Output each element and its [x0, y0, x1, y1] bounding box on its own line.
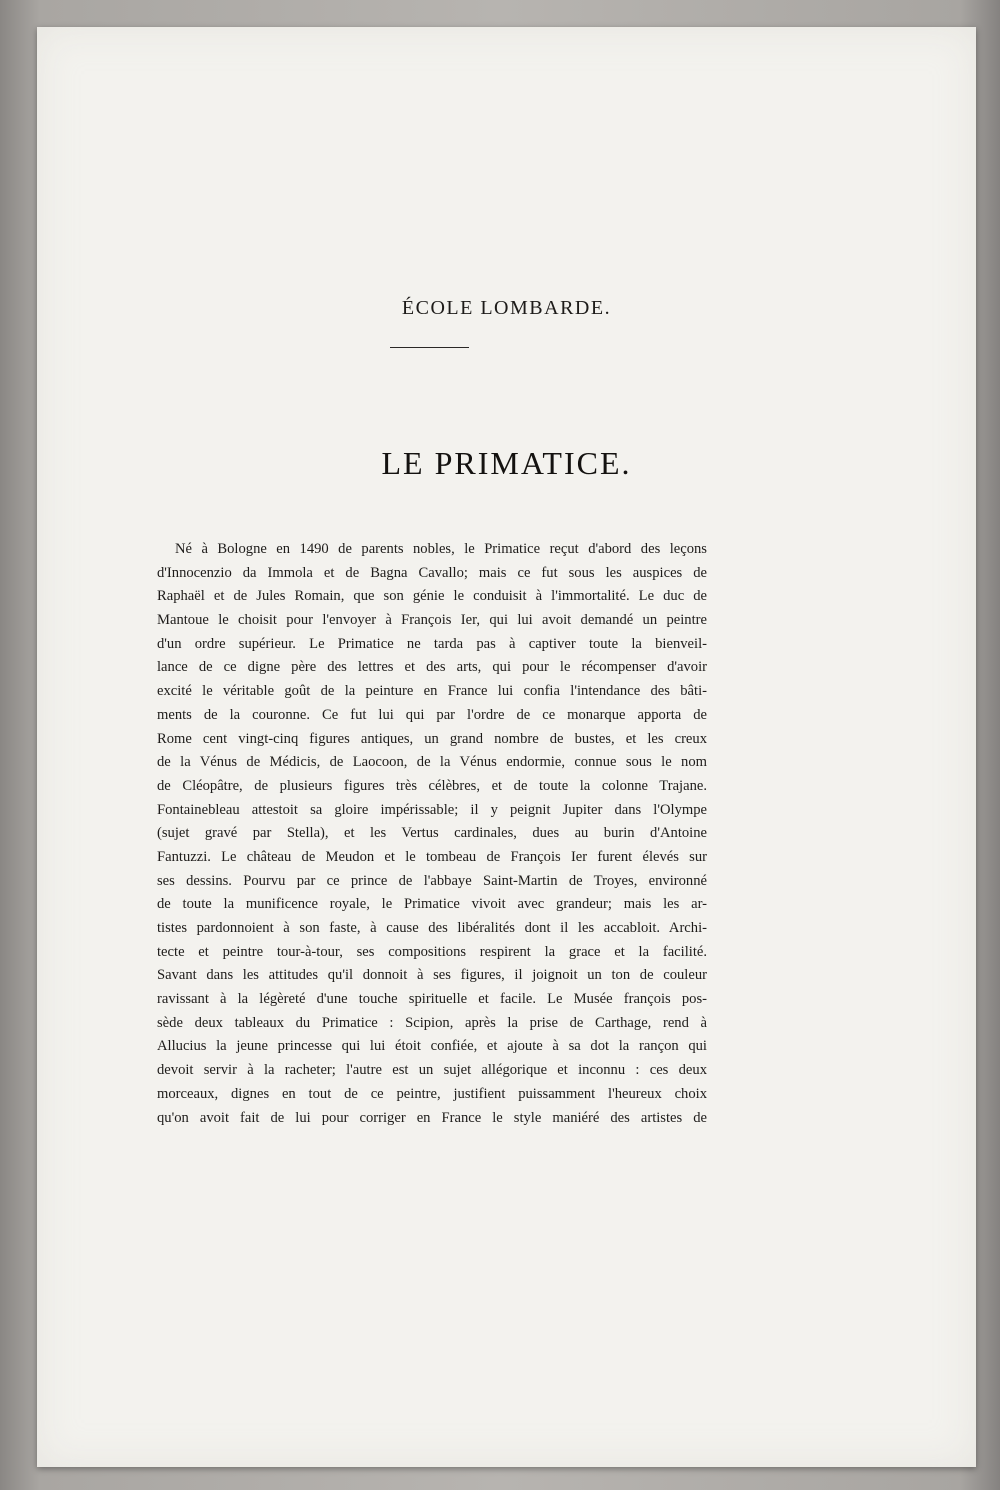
text-line: Raphaël et de Jules Romain, que son génie le conduisit à l'immortalité. Le duc de	[157, 588, 707, 605]
text-line: ments de la couronne. Ce fut lui qui par l'ordre de ce monarque apporta de	[157, 706, 707, 723]
text-line: Fantuzzi. Le château de Meudon et le tombeau de François Ier furent élevés sur	[157, 848, 707, 865]
text-line: (sujet gravé par Stella), et les Vertus cardinales, dues au burin d'Antoine	[157, 825, 707, 842]
title-divider	[390, 347, 469, 348]
printed-page	[37, 27, 976, 1467]
text-line: de Cléopâtre, de plusieurs figures très célèbres, et de toute la colonne Trajane.	[157, 777, 707, 794]
text-line: sède deux tableaux du Primatice : Scipion, après la prise de Carthage, rend à	[157, 1014, 707, 1031]
text-line: tistes pardonnoient à son faste, à cause des libéralités dont il les accabloit. Archi-	[157, 920, 707, 936]
text-line: lance de ce digne père des lettres et des arts, qui pour le récompenser d'avoir	[157, 659, 707, 676]
text-line: de toute la munificence royale, le Primatice vivoit avec grandeur; mais les ar-	[157, 896, 707, 913]
text-line: ses dessins. Pourvu par ce prince de l'abbaye Saint-Martin de Troyes, environné	[157, 872, 707, 889]
text-line: Mantoue le choisit pour l'envoyer à François Ier, qui lui avoit demandé un peintre	[157, 612, 707, 629]
body-paragraph	[157, 538, 707, 1130]
text-line: d'un ordre supérieur. Le Primatice ne tarda pas à captiver toute la bienveil-	[157, 635, 707, 652]
text-line: Né à Bologne en 1490 de parents nobles, le Primatice reçut d'abord des leçons	[175, 541, 707, 557]
text-line: de la Vénus de Médicis, de Laocoon, de la Vénus endormie, connue sous le nom	[157, 754, 707, 771]
text-line: tecte et peintre tour-à-tour, ses compositions respirent la grace et la facilité.	[157, 943, 707, 960]
text-line: devoit servir à la racheter; l'autre est un sujet allégorique et inconnu : ces deux	[157, 1062, 707, 1079]
text-line: Fontainebleau attestoit sa gloire impérissable; il y peignit Jupiter dans l'Olympe	[157, 801, 707, 818]
text-line: excité le véritable goût de la peinture en France lui confia l'intendance des bâti-	[157, 683, 707, 700]
text-line: Rome cent vingt-cinq figures antiques, un grand nombre de bustes, et les creux	[157, 730, 707, 747]
text-line: ravissant à la légèreté d'une touche spirituelle et facile. Le Musée françois pos-	[157, 991, 707, 1008]
text-line: Savant dans les attitudes qu'il donnoit à ses figures, il joignoit un ton de couleur	[157, 967, 707, 984]
page-title: LE PRIMATICE.	[381, 445, 632, 481]
text-line: morceaux, dignes en tout de ce peintre, justifient puissamment l'heureux choix	[157, 1085, 707, 1102]
text-line: qu'on avoit fait de lui pour corriger en France le style maniéré des artistes de	[157, 1109, 707, 1126]
text-line: d'Innocenzio da Immola et de Bagna Cavallo; mais ce fut sous les auspices de	[157, 564, 707, 581]
text-line: Allucius la jeune princesse qui lui étoit confiée, et ajoute à sa dot la rançon qui	[157, 1038, 707, 1055]
running-head: ÉCOLE LOMBARDE.	[401, 297, 612, 319]
